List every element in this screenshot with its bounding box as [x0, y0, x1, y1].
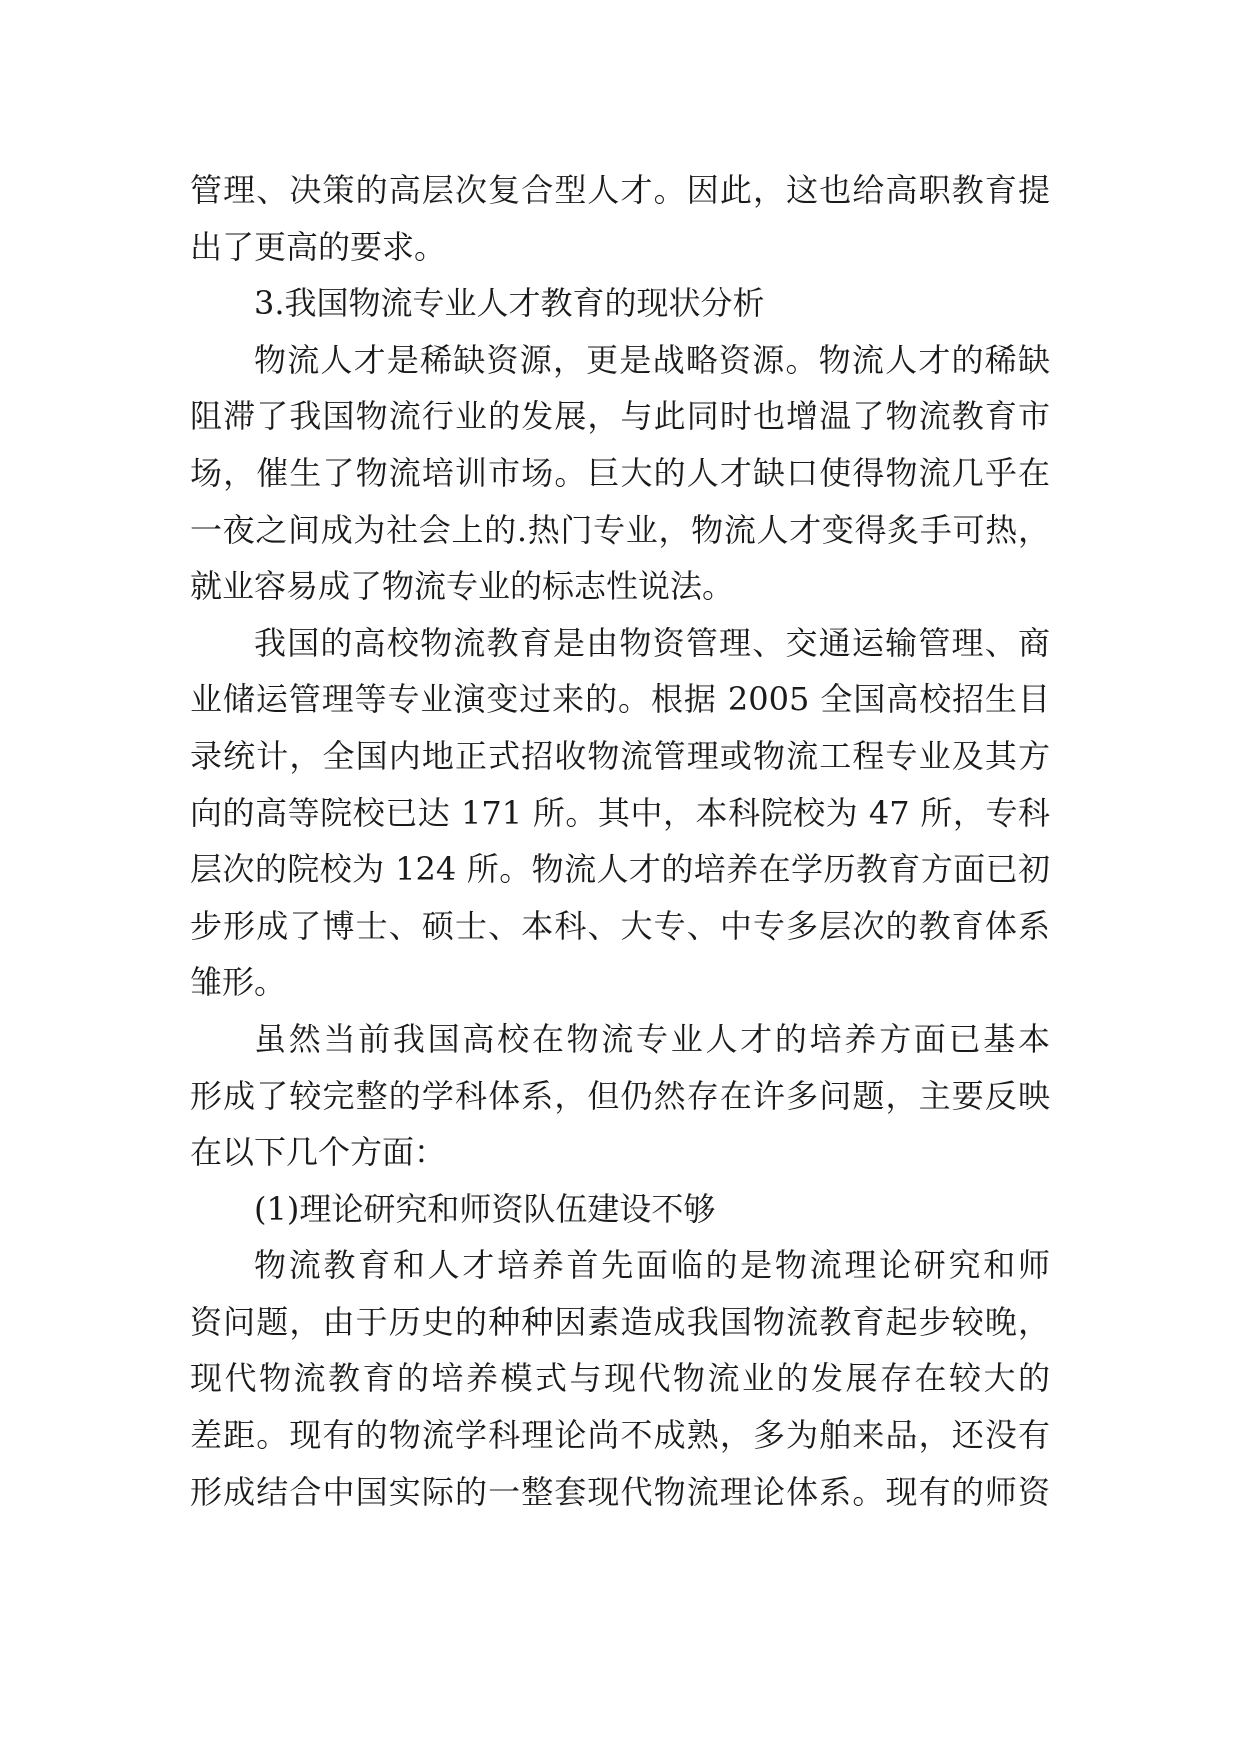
text-line: 物流教育和人才培养首先面临的是物流理论研究和师 [254, 1246, 1050, 1285]
text-line: 形成结合中国实际的一整套现代物流理论体系。现有的师资 [190, 1472, 1050, 1511]
text-line: 阻滞了我国物流行业的发展，与此同时也增温了物流教育市 [190, 397, 1050, 436]
text-line: 层次的院校为 124 所。物流人才的培养在学历教育方面已初 [190, 850, 1050, 889]
text-line: 向的高等院校已达 171 所。其中，本科院校为 47 所，专科 [190, 793, 1050, 832]
section-heading: 3.我国物流专业人才教育的现状分析 [254, 284, 765, 323]
text-line: 在以下几个方面： [190, 1133, 447, 1172]
text-line: 资问题，由于历史的种种因素造成我国物流教育起步较晚， [190, 1302, 1050, 1341]
text-line: 虽然当前我国高校在物流专业人才的培养方面已基本 [254, 1019, 1050, 1058]
text-line: 一夜之间成为社会上的.热门专业，物流人才变得炙手可热， [190, 510, 1050, 549]
text-line: 业储运管理等专业演变过来的。根据 2005 全国高校招生目 [190, 680, 1050, 719]
text-line: 现代物流教育的培养模式与现代物流业的发展存在较大的 [190, 1359, 1050, 1398]
text-line: 出了更高的要求。 [190, 227, 447, 266]
text-line: 场，催生了物流培训市场。巨大的人才缺口使得物流几乎在 [190, 453, 1050, 492]
text-line: 录统计，全国内地正式招收物流管理或物流工程专业及其方 [190, 736, 1050, 775]
text-line: 雏形。 [190, 963, 287, 1002]
text-line: 我国的高校物流教育是由物资管理、交通运输管理、商 [254, 623, 1050, 662]
text-line: 就业容易成了物流专业的标志性说法。 [190, 567, 735, 606]
text-line: 物流人才是稀缺资源，更是战略资源。物流人才的稀缺 [254, 340, 1050, 379]
subsection-heading: (1)理论研究和师资队伍建设不够 [254, 1189, 716, 1228]
body-text [190, 162, 1050, 1520]
text-line: 形成了较完整的学科体系，但仍然存在许多问题，主要反映 [190, 1076, 1050, 1115]
text-line: 差距。现有的物流学科理论尚不成熟，多为舶来品，还没有 [190, 1416, 1050, 1455]
text-line: 管理、决策的高层次复合型人才。因此，这也给高职教育提 [190, 171, 1050, 209]
text-line: 步形成了博士、硕士、本科、大专、中专多层次的教育体系 [190, 906, 1050, 945]
